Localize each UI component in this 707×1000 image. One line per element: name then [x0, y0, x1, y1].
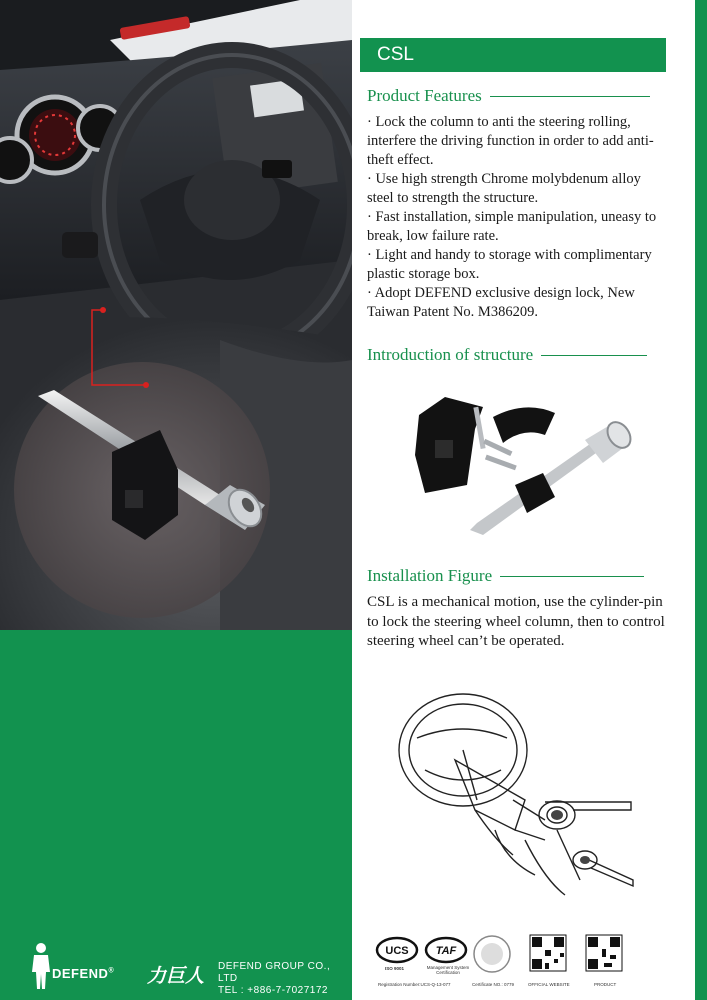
product-qr-code — [586, 935, 622, 971]
company-tel: TEL : +886-7-7027172 — [218, 985, 328, 996]
product-label: PRODUCT — [594, 982, 617, 987]
certification-logos — [372, 930, 662, 994]
iso-caption: ISO 9001 — [385, 966, 405, 971]
brand-footer — [30, 942, 350, 996]
left-panel — [0, 0, 352, 1000]
right-edge-strip — [695, 0, 707, 1000]
feature-item: · Fast installation, simple manipulation, uneasy to break, low failure rate. — [367, 209, 657, 244]
certificate-number: Certificate NO.: 0779 — [472, 982, 515, 987]
feature-item: · Use high strength Chrome molybdenum alloy steel to strength the structure. — [367, 171, 641, 206]
feature-item: · Light and handy to storage with complimentary plastic storage box. — [367, 247, 652, 282]
structure-diagram — [405, 385, 645, 550]
installation-diagram — [395, 680, 640, 905]
brand-cjk-name: 力巨人 — [147, 965, 205, 987]
company-info — [218, 961, 350, 997]
website-qr-code — [530, 935, 566, 971]
defend-logo-figure-icon — [30, 942, 52, 990]
product-title: CSL — [360, 38, 666, 72]
taf-caption: Management System Certification — [426, 965, 470, 975]
installation-description: CSL is a mechanical motion, use the cylinder-pin to lock the steering wheel column, then to control steering wheel can’t be operated. — [367, 594, 665, 649]
defend-logo-text: DEFEND® — [52, 966, 115, 981]
company-name: DEFEND GROUP CO., LTD — [218, 961, 331, 984]
website-label: OFFICIAL WEBSITE — [528, 982, 570, 987]
feature-item: · Adopt DEFEND exclusive design lock, New Taiwan Patent No. M386209. — [367, 285, 635, 320]
registration-number: Registration Number:UCS-Q-13-077 — [378, 982, 451, 987]
feature-item: · Lock the column to anti the steering rolling, interfere the driving function in order to add anti-theft effect. — [367, 114, 654, 168]
features-heading: Product Features — [367, 86, 650, 106]
taf-badge-text: TAF — [435, 945, 457, 957]
car-interior-illustration — [0, 0, 352, 630]
installation-heading: Installation Figure — [367, 566, 644, 586]
structure-heading: Introduction of structure — [367, 345, 647, 365]
features-list — [367, 113, 669, 322]
ucs-badge-text: UCS — [385, 945, 409, 957]
car-interior-photo — [0, 0, 352, 630]
